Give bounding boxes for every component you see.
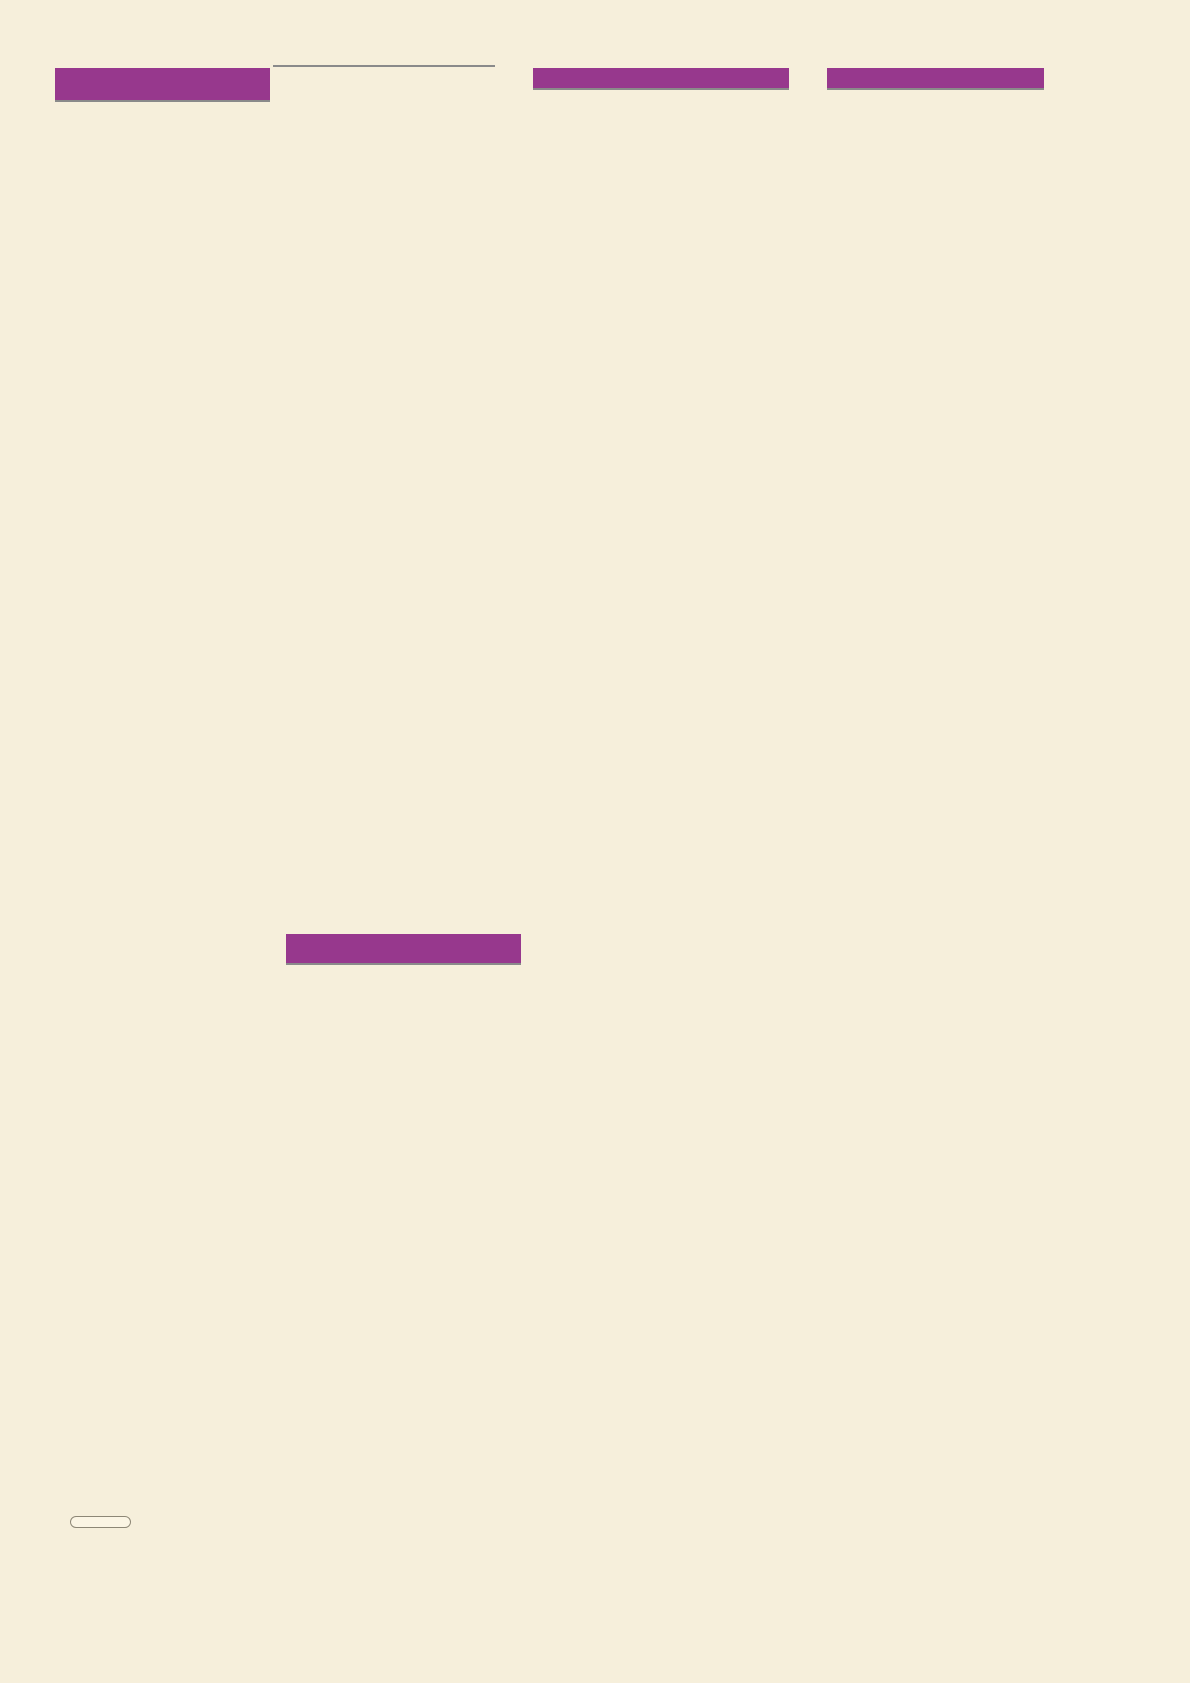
panel-spring-is-in-the-air bbox=[286, 934, 521, 965]
legend-table bbox=[286, 963, 521, 965]
panel-maigloeckchen bbox=[827, 68, 1044, 90]
panel-title bbox=[55, 68, 270, 100]
legend-table bbox=[273, 65, 495, 67]
panel-title bbox=[286, 934, 521, 963]
panel-title bbox=[827, 68, 1044, 88]
panel-buttons-up bbox=[55, 68, 270, 102]
panel-title bbox=[533, 68, 789, 88]
legend-table bbox=[533, 88, 789, 90]
panel-dimensions-leopard-cub bbox=[533, 68, 789, 90]
panel-buttons-up-continued bbox=[273, 65, 495, 67]
page-footer bbox=[70, 1516, 131, 1528]
legend-table bbox=[55, 100, 270, 102]
legend-table bbox=[827, 88, 1044, 90]
